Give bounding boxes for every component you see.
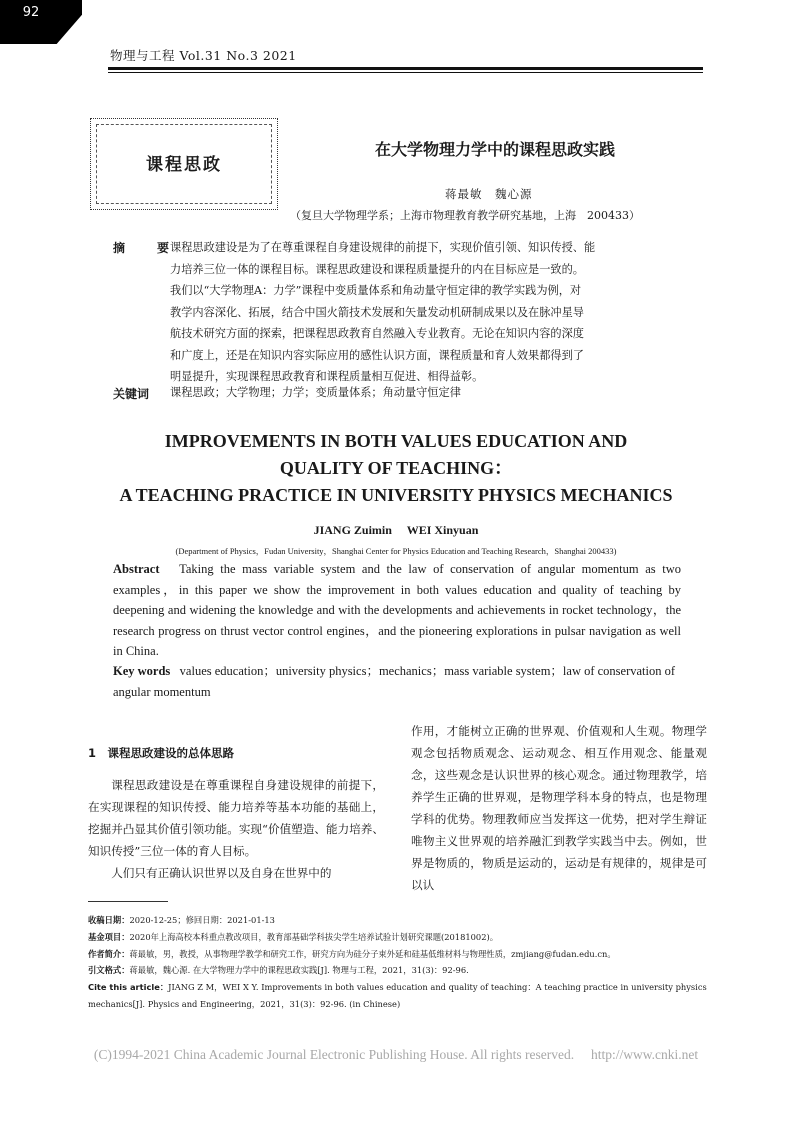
footnote-label: 基金项目： xyxy=(88,931,130,942)
footnote-label: Cite this article： xyxy=(88,982,169,993)
footnote xyxy=(88,962,708,979)
page-number: 92 xyxy=(22,5,40,20)
english-authors: JIANG Zuimin WEI Xinyuan xyxy=(313,523,479,537)
chinese-affiliation: （复旦大学物理学系；上海市物理教育教学研究基地，上海 200433） xyxy=(290,209,640,222)
footnote xyxy=(88,929,708,946)
journal-header: 物理与工程 Vol.31 No.3 2021 xyxy=(110,48,297,63)
abstract-cn-line: 明显提升，实现课程思政教育和课程质量相互促进、相得益彰。 xyxy=(170,370,484,383)
english-abstract xyxy=(113,559,681,662)
keywords-cn: 课程思政；大学物理；力学；变质量体系；角动量守恒定律 xyxy=(170,386,461,399)
footnote xyxy=(88,979,708,1013)
chinese-authors: 蒋最敏 魏心源 xyxy=(445,187,533,201)
keywords-cn-label: 关键词 xyxy=(113,387,150,401)
footnote-text: 2020年上海高校本科重点教改项目，教育部基础学科拔尖学生培养试验计划研究课题(20181002)。 xyxy=(129,931,499,942)
abstract-cn-line: 教学内容深化、拓展，结合中国火箭技术发展和矢量发动机研制成果以及在脉冲星导 xyxy=(170,305,584,319)
right-column: 作用，才能树立正确的世界观、价值观和人生观。物理学观念包括物质观念、运动观念、相互作用观念、能量观念，这些观念是认识世界的核心观念。通过物理教学，培养学生正确的世界观，是物理学科本身的特点，也是物理学科的优势。物理教师应当发挥这一优势，把对学生辩证唯物主义世界观的培养融汇到教学实践当中去。例如，世界是物质的，物质是运动的，运动是有规律的，规律是可以认 xyxy=(411,724,707,892)
abstract-cn-line: 和广度上，还是在知识内容实际应用的感性认识方面，课程质量和育人效果都得到了 xyxy=(170,348,584,362)
footnote-text: JIANG Z M，WEI X Y. Improvements in both values education and quality of teaching：A teaching practice in university physics mechanics[J]. Physics and Engineering，2021，31(3)：92-96. (in Chinese) xyxy=(88,982,707,1009)
column-tag: 课程思政 xyxy=(146,155,222,175)
header-rule-thin xyxy=(108,72,703,73)
english-title-line: A TEACHING PRACTICE IN UNIVERSITY PHYSICS MECHANICS xyxy=(119,485,673,505)
footnote xyxy=(88,946,708,963)
section-heading: 1 课程思政建设的总体思路 xyxy=(88,746,235,760)
body-paragraph: 人们只有正确认识世界以及自身在世界中的 xyxy=(111,866,332,880)
copyright-watermark: (C)1994-2021 China Academic Journal Electronic Publishing House. All rights reserved. http://www.cnki.net xyxy=(93,1047,699,1062)
english-keywords-text: values education；university physics；mechanics；mass variable system；law of conservation of angular momentum xyxy=(113,664,676,699)
abstract-cn-line: 力培养三位一体的课程目标。课程思政建设和课程质量提升的内在目标应是一致的。 xyxy=(170,262,584,276)
english-title-line: IMPROVEMENTS IN BOTH VALUES EDUCATION AND xyxy=(164,431,628,451)
abstract-cn-line: 课程思政建设是为了在尊重课程自身建设规律的前提下，实现价值引领、知识传授、能 xyxy=(170,241,596,254)
body-paragraph: 课程思政建设是在尊重课程自身建设规律的前提下，在实现课程的知识传授、能力培养等基本功能的基础上，挖掘并凸显其价值引领功能。实现“价值塑造、能力培养、知识传授”三位一体的育人目标。 xyxy=(88,778,384,858)
chinese-title: 在大学物理力学中的课程思政实践 xyxy=(374,140,615,159)
english-affiliation: (Department of Physics，Fudan University，Shanghai Center for Physics Education and Teaching Research，Shanghai 200433) xyxy=(175,546,617,556)
footnote-label: 引文格式： xyxy=(88,965,130,976)
abstract-cn-line: 我们以“大学物理A：力学”课程中变质量体系和角动量守恒定律的教学实践为例，对 xyxy=(170,284,582,297)
footnote-label: 收稿日期： xyxy=(88,915,130,925)
english-keywords-label: Key words xyxy=(113,664,171,678)
footnote-text: 蒋最敏，魏心源. 在大学物理力学中的课程思政实践[J]. 物理与工程，2021，31(3)：92-96. xyxy=(129,965,469,976)
footnote-label: 作者简介： xyxy=(88,948,130,959)
english-abstract-text: Taking the mass variable system and the law of conservation of angular momentum as two examples，in this paper we show the improvement in both values education and quality of teaching by deepening and widening the knowledge and with the developments and achievements in rocket technology，the research progress on thrust vector control engines，and the pioneering explorations in pulsar navigation as well in China. xyxy=(113,562,681,658)
footnote-text: 2020-12-25；修回日期：2021-01-13 xyxy=(129,915,275,925)
english-abstract-label: Abstract xyxy=(113,562,160,576)
footnotes xyxy=(88,912,708,1013)
footnote-rule xyxy=(88,901,168,902)
abstract-cn-line: 航技术研究方面的探索，把课程思政教育自然融入专业教育。无论在知识内容的深度 xyxy=(170,327,584,340)
english-keywords xyxy=(113,661,681,702)
left-column xyxy=(88,774,384,884)
footnote-text: 蒋最敏，男，教授，从事物理学教学和研究工作，研究方向为硅分子束外延和硅基低维材料与物理性质，zmjiang@fudan.edu.cn。 xyxy=(129,948,616,959)
abstract-cn-label: 摘 要 xyxy=(113,241,180,255)
header-rule-thick xyxy=(108,67,703,70)
english-title-line: QUALITY OF TEACHING： xyxy=(279,458,513,478)
abstract-cn-body xyxy=(170,237,685,388)
footnote xyxy=(88,912,708,929)
english-title xyxy=(70,428,722,509)
